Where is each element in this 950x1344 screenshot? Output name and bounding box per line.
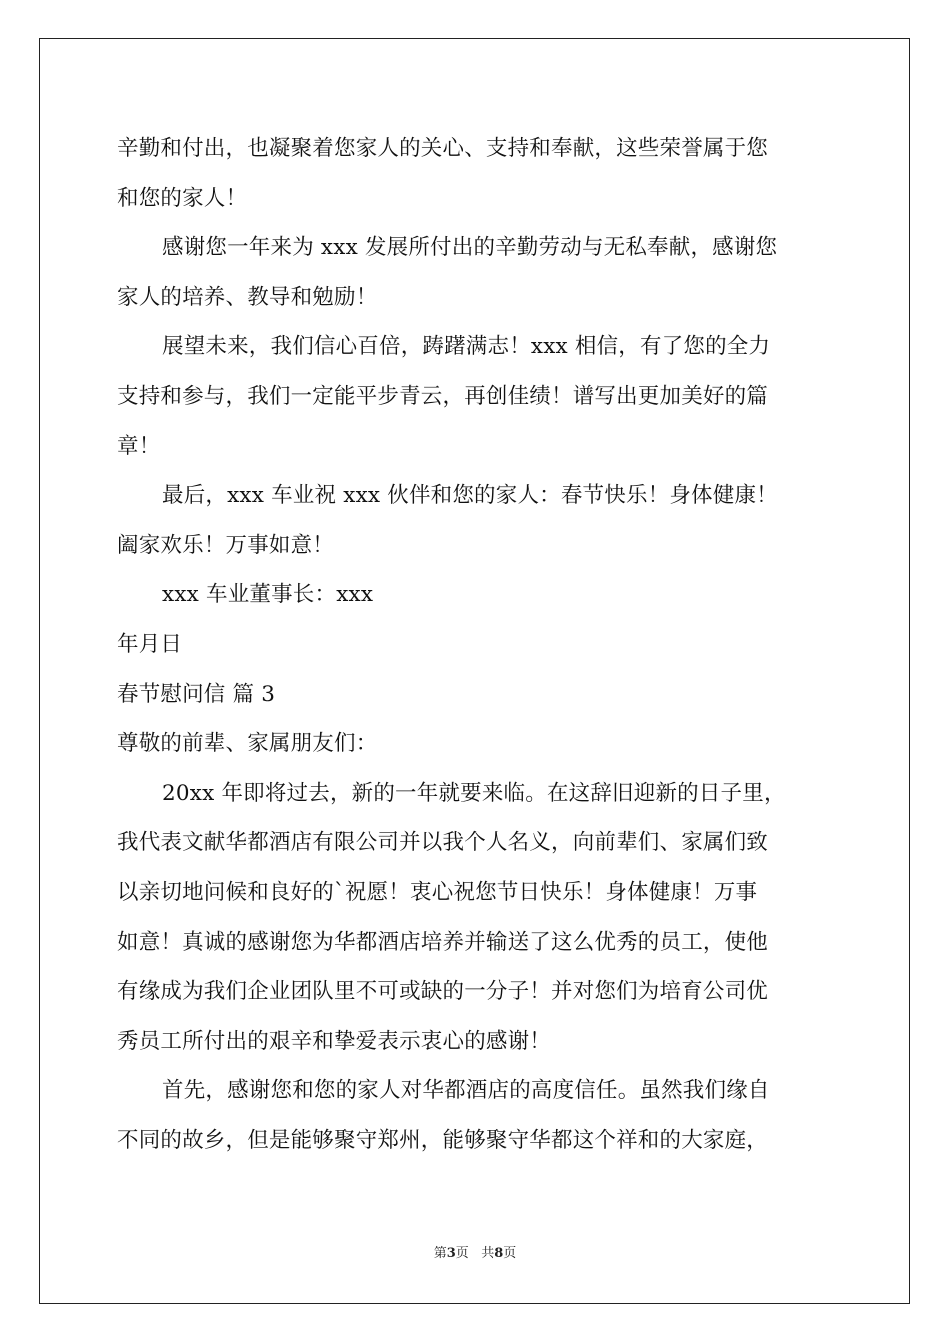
text-line: 和您的家人！ bbox=[117, 185, 248, 211]
text-line: 我代表文献华都酒店有限公司并以我个人名义，向前辈们、家属们致 bbox=[117, 830, 769, 856]
footer-current-page: 3 bbox=[446, 1246, 456, 1261]
footer-prefix: 第 bbox=[433, 1246, 447, 1261]
document-body bbox=[117, 124, 837, 1165]
footer-total-suffix: 页 bbox=[503, 1246, 517, 1261]
text-line: 春节慰问信 篇 3 bbox=[117, 681, 276, 707]
text-line: 支持和参与，我们一定能平步青云，再创佳绩！谱写出更加美好的篇 bbox=[117, 383, 769, 409]
text-line: 如意！真诚的感谢您为华都酒店培养并输送了这么优秀的员工，使他 bbox=[117, 929, 769, 955]
footer-total-pages: 8 bbox=[494, 1246, 504, 1261]
text-line: 秀员工所付出的艰辛和挚爱表示衷心的感谢！ bbox=[117, 1028, 552, 1054]
text-line: 首先，感谢您和您的家人对华都酒店的高度信任。虽然我们缘自 bbox=[162, 1078, 770, 1104]
text-line: 家人的培养、教导和勉励！ bbox=[117, 284, 378, 310]
page-footer bbox=[0, 1246, 950, 1262]
text-line: 不同的故乡，但是能够聚守郑州，能够聚守华都这个祥和的大家庭， bbox=[117, 1127, 769, 1153]
text-line: xxx 车业董事长：xxx bbox=[162, 582, 374, 608]
footer-total-prefix: 共 bbox=[481, 1246, 495, 1261]
text-line: 以亲切地问候和良好的`祝愿！衷心祝您节日快乐！身体健康！万事 bbox=[117, 879, 758, 905]
text-line: 尊敬的前辈、家属朋友们： bbox=[117, 731, 378, 757]
text-line: 有缘成为我们企业团队里不可或缺的一分子！并对您们为培育公司优 bbox=[117, 979, 769, 1005]
text-line: 展望未来，我们信心百倍，踌躇满志！xxx 相信，有了您的全力 bbox=[162, 334, 771, 360]
text-line: 章！ bbox=[117, 433, 161, 459]
text-line: 辛勤和付出，也凝聚着您家人的关心、支持和奉献，这些荣誉属于您 bbox=[117, 136, 769, 161]
text-line: 阖家欢乐！万事如意！ bbox=[117, 532, 335, 558]
text-line: 感谢您一年来为 xxx 发展所付出的辛勤劳动与无私奉献，感谢您 bbox=[162, 235, 778, 261]
text-line: 最后，xxx 车业祝 xxx 伙伴和您的家人：春节快乐！身体健康！ bbox=[162, 483, 778, 509]
footer-page-word: 页 bbox=[455, 1246, 469, 1261]
text-line: 年月日 bbox=[117, 631, 183, 657]
text-line: 20xx 年即将过去，新的一年就要来临。在这辞旧迎新的日子里， bbox=[162, 780, 786, 806]
